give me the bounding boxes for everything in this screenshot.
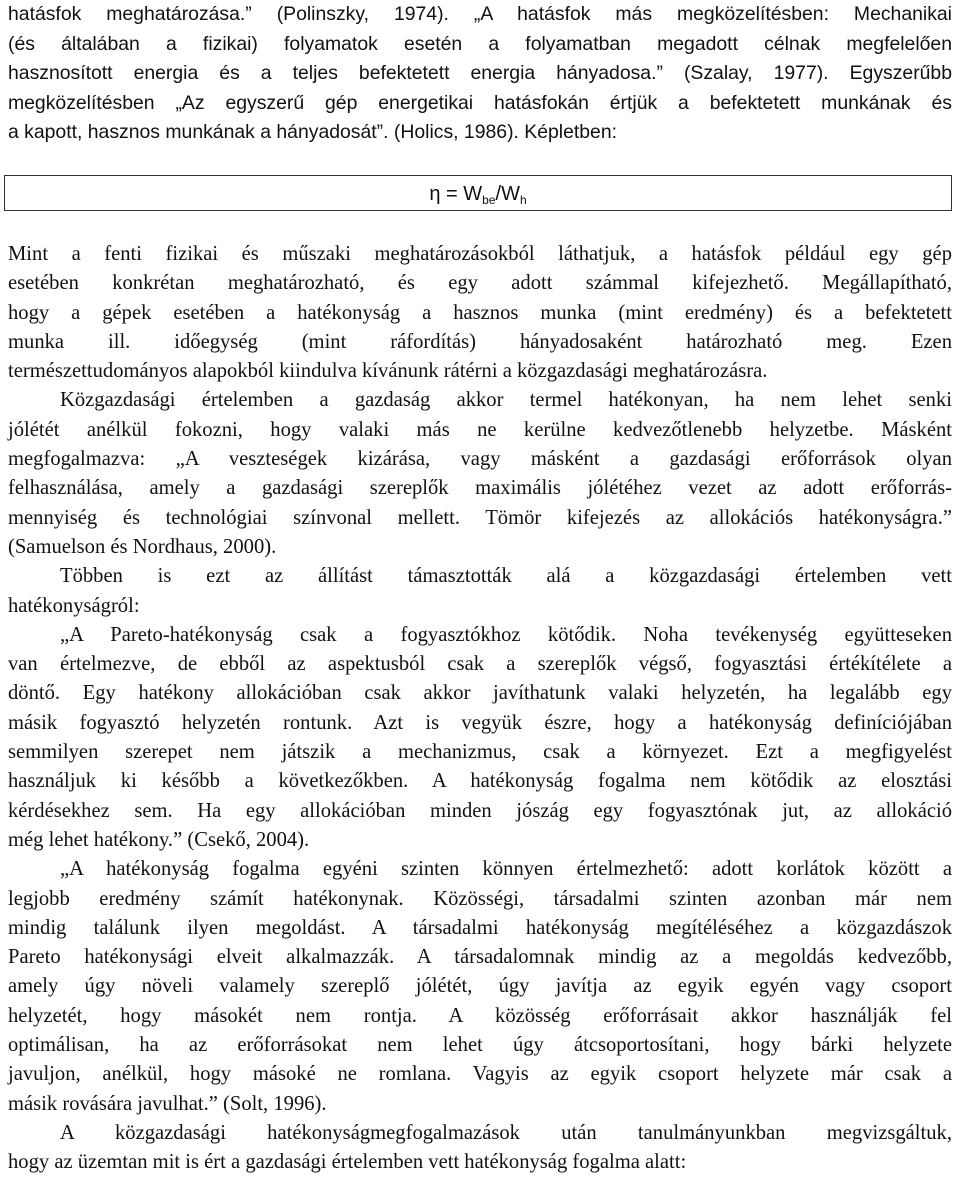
text-line: semmilyen szerepet nem játszik a mechanizmus, csak a környezet. Ezt a megfigyelést: [8, 741, 952, 764]
text-line: (és általában a fizikai) folyamatok esetén a folyamatban megadott célnak megfelelően: [8, 32, 952, 55]
intro-paragraph: [8, 0, 952, 148]
text-line: kérdésekhez sem. Ha egy allokációban minden jószág egy fogyasztónak jut, az allokáció: [8, 799, 952, 822]
formula-slash: /W: [495, 183, 520, 205]
text-line: hogy az üzemtan mit is ért a gazdasági értelemben vett hatékonyság fogalma alatt:: [8, 1151, 687, 1174]
text-line: mindig találunk ilyen megoldást. A társadalmi hatékonyság megítéléséhez a közgazdászok: [8, 916, 952, 939]
formula-sub-h: h: [519, 193, 527, 207]
text-line: Többen is ezt az állítást támasztották alá a közgazdasági értelemben vett: [60, 565, 952, 588]
text-line: van értelmezve, de ebből az aspektusból csak a szereplők végső, fogyasztási értékítélete a: [8, 653, 952, 676]
text-line: hatékonyságról:: [8, 594, 140, 617]
text-line: döntő. Egy hatékony allokációban csak akkor javíthatunk valaki helyzetén, ha legalább egy: [8, 682, 952, 705]
text-line: másik fogyasztó helyzetén rontunk. Azt is vegyük észre, hogy a hatékonyság definíciójában: [8, 711, 952, 734]
formula-sub-be: be: [482, 193, 496, 207]
text-line: megfogalmazva: „A veszteségek kizárása, vagy másként a gazdasági erőforrások olyan: [8, 448, 952, 471]
text-line: felhasználása, amely a gazdasági szereplők maximális jólétéhez vezet az adott erőforrás-: [8, 477, 952, 500]
text-line: használjuk ki később a következőkben. A hatékonyság fogalma nem kötődik az elosztási: [8, 770, 952, 793]
text-line: Közgazdasági értelemben a gazdaság akkor termel hatékonyan, ha nem lehet senki: [60, 389, 952, 412]
text-line: „A hatékonyság fogalma egyéni szinten könnyen értelmezhető: adott korlátok között a: [60, 858, 952, 881]
text-line: helyzetét, hogy másokét nem rontja. A közösség erőforrásait akkor használják fel: [8, 1004, 952, 1027]
text-line: megközelítésben „Az egyszerű gép energetikai hatásfokán értjük a befektetett munkának és: [8, 91, 952, 114]
text-line: Pareto hatékonysági elveit alkalmazzák. A társadalomnak mindig az a megoldás kedvezőbb,: [8, 946, 952, 969]
text-line: munka ill. időegység (mint ráfordítás) hányadosaként határozható meg. Ezen: [8, 330, 952, 353]
text-line: (Samuelson és Nordhaus, 2000).: [8, 535, 277, 558]
eta-symbol: η: [429, 183, 441, 205]
text-line: jólétét anélkül fokozni, hogy valaki más ne kerülne kedvezőtlenebb helyzetbe. Másként: [8, 418, 952, 441]
text-line: hogy a gépek esetében a hatékonyság a hasznos munka (mint eredmény) és a befektetett: [8, 301, 952, 324]
text-line: másik rovására javulhat.” (Solt, 1996).: [8, 1092, 327, 1115]
text-line: javuljon, anélkül, hogy másoké ne romlana. Vagyis az egyik csoport helyzete már csak a: [8, 1063, 952, 1086]
text-line: hatásfok meghatározása.” (Polinszky, 1974). „A hatásfok más megközelítésben: Mechanikai: [8, 3, 952, 25]
body-text: [8, 240, 952, 1178]
text-line: természettudományos alapokból kiindulva kívánunk rátérni a közgazdasági meghatározásra.: [8, 360, 768, 383]
formula-equals: = W: [440, 183, 483, 205]
text-line: „A Pareto-hatékonyság csak a fogyasztókhoz kötődik. Noha tevékenység együtteseken: [60, 623, 952, 646]
text-line: esetében konkrétan meghatározható, és egy adott számmal kifejezhető. Megállapítható,: [8, 272, 952, 295]
formula-box: [4, 175, 952, 211]
text-line: amely úgy növeli valamely szereplő jólétét, úgy javítja az egyik egyén vagy csoport: [8, 975, 952, 998]
text-line: hasznosított energia és a teljes befektetett energia hányadosa.” (Szalay, 1977). Egyszerűbb: [8, 62, 952, 84]
text-line: mennyiség és technológiai színvonal mellett. Tömör kifejezés az allokációs hatékonyságra.”: [8, 506, 952, 529]
text-line: még lehet hatékony.” (Csekő, 2004).: [8, 828, 310, 851]
text-line: optimálisan, ha az erőforrásokat nem lehet úgy átcsoportosítani, hogy bárki helyzete: [8, 1034, 952, 1057]
text-line: legjobb eredmény számít hatékonynak. Közösségi, társadalmi szinten azonban már nem: [8, 887, 952, 910]
text-line: Mint a fenti fizikai és műszaki meghatározásokból láthatjuk, a hatásfok például egy gép: [8, 243, 952, 265]
text-line: A közgazdasági hatékonyságmegfogalmazások után tanulmányunkban megvizsgáltuk,: [60, 1121, 952, 1144]
text-line: a kapott, hasznos munkának a hányadosát”. (Holics, 1986). Képletben:: [8, 121, 618, 143]
